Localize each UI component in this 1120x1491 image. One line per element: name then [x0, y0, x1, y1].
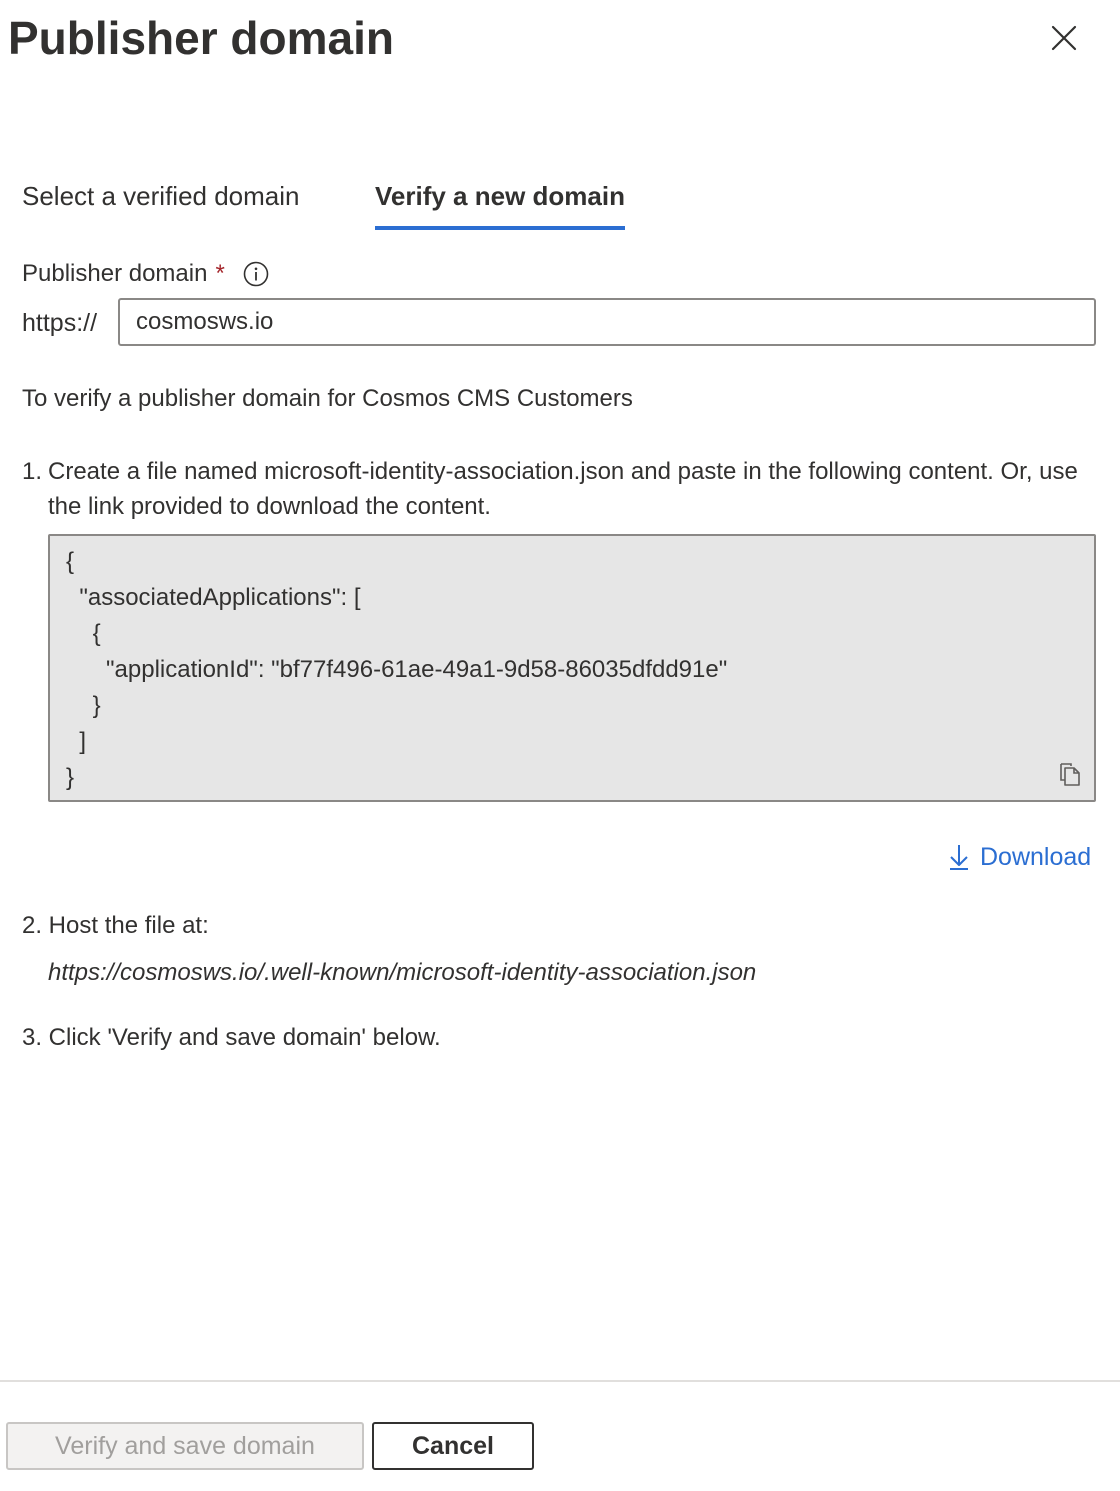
download-label: Download — [980, 842, 1092, 871]
step-3-text: 3. Click 'Verify and save domain' below. — [22, 1024, 441, 1051]
required-marker: * — [215, 260, 225, 287]
copy-button[interactable] — [1058, 761, 1082, 792]
url-prefix: https:// — [22, 309, 98, 337]
download-link[interactable] — [948, 838, 1091, 876]
download-arrow-icon — [948, 843, 970, 871]
step-2-text: 2. Host the file at: — [22, 912, 209, 939]
tab-verify-new-domain[interactable]: Verify a new domain — [375, 172, 625, 230]
info-icon — [243, 261, 269, 287]
cancel-button[interactable]: Cancel — [372, 1422, 534, 1470]
info-button[interactable] — [243, 261, 269, 287]
verify-and-save-button[interactable]: Verify and save domain — [6, 1422, 364, 1470]
code-content[interactable]: { "associatedApplications": [ { "applicationId": "bf77f496-61ae-49a1-9d58-86035dfdd91e" } ] } — [66, 548, 728, 791]
close-button[interactable] — [1046, 20, 1082, 56]
step-1-number: 1. — [22, 458, 43, 485]
footer-divider — [0, 1380, 1120, 1382]
publisher-domain-label-row — [22, 256, 269, 292]
host-url: https://cosmosws.io/.well-known/microsoft-identity-association.json — [48, 959, 757, 986]
panel-title: Publisher domain — [8, 12, 394, 64]
close-icon — [1051, 25, 1077, 51]
tab-select-verified-domain[interactable]: Select a verified domain — [22, 181, 300, 211]
publisher-domain-input[interactable] — [118, 298, 1096, 346]
code-block — [48, 534, 1096, 802]
step-1-text: Create a file named microsoft-identity-association.json and paste in the following content. Or, use the link provided to download the content. — [48, 458, 1078, 520]
intro-text: To verify a publisher domain for Cosmos CMS Customers — [22, 385, 633, 412]
copy-icon — [1058, 761, 1082, 787]
publisher-domain-label: Publisher domain — [22, 260, 208, 287]
